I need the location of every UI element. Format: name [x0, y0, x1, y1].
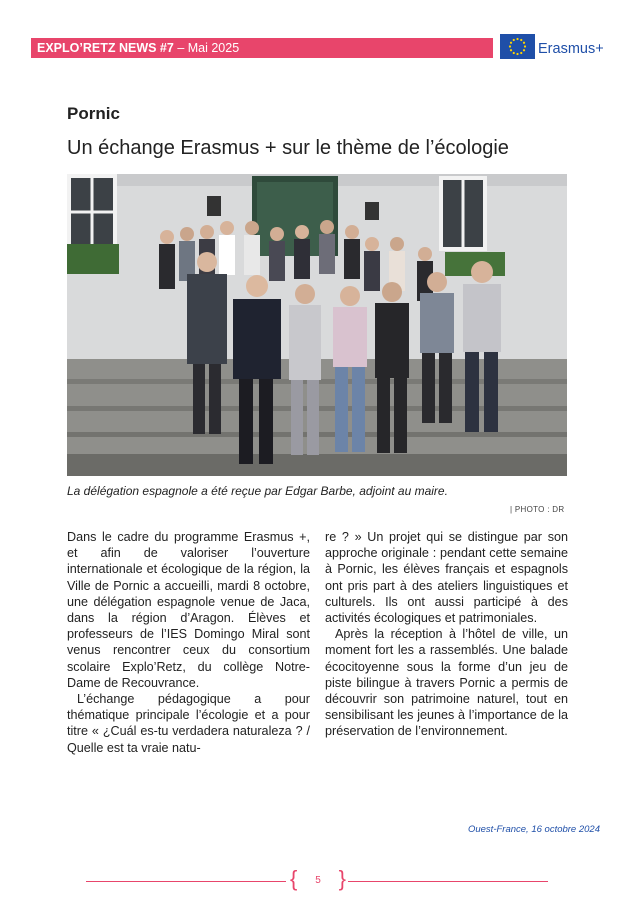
- article-column-left: [67, 529, 310, 756]
- newsletter-header-bar: [31, 38, 493, 58]
- group-photo: [67, 174, 567, 476]
- left-brace-icon: {: [290, 866, 298, 891]
- erasmus-plus-label: Erasmus+: [538, 41, 604, 57]
- article-paragraph: L’échange pédagogique a pour thématique principale l’écologie et a pour titre « ¿Cuál es-tu verdadera naturaleza ? / Quelle est ta vraie natu-: [67, 692, 310, 755]
- newsletter-title: EXPLO’RETZ NEWS #7: [37, 41, 174, 55]
- article-paragraph: Après la réception à l’hôtel de ville, un moment fort les a rassemblés. Une balade écocitoyenne sous la forme d’un jeu de piste bilingue à travers Pornic a permis de découvrir son patrimoine naturel, tout en sensibilisant les jeunes à l’importance de la préservation de l’environnement.: [325, 627, 568, 739]
- footer-divider-left: [86, 881, 286, 882]
- photo-caption: La délégation espagnole a été reçue par Edgar Barbe, adjoint au maire.: [67, 484, 448, 498]
- article-paragraph: Dans le cadre du programme Erasmus +, et afin de valoriser l’ouverture internationale et écologique de la région, la Ville de Pornic a accueilli, mardi 8 octobre, une délégation espagnole venue de Jaca, dans la région d’Aragon. Élèves et professeurs de l’IES Domingo Miral sont venus rencontrer ceux du consortium scolaire Explo’Retz, du collège Notre-Dame de Recouvrance.: [67, 530, 310, 690]
- erasmus-logo: [500, 34, 610, 62]
- page-number: 5: [315, 875, 321, 886]
- page-number-badge: [290, 866, 346, 893]
- right-brace-icon: }: [338, 866, 346, 891]
- eu-flag-icon: [500, 34, 535, 59]
- article-paragraph: re ? » Un projet qui se distingue par son approche originale : pendant cette semaine à Pornic, les élèves français et espagnols ont pris part à des ateliers linguistiques et culturels. Ils ont aussi participé à des activités écologiques et patrimoniales.: [325, 530, 568, 626]
- newsletter-date: – Mai 2025: [173, 41, 240, 55]
- photo-credit: | PHOTO : DR: [510, 505, 565, 514]
- article-source: Ouest-France, 16 octobre 2024: [467, 824, 600, 835]
- article-place: Pornic: [67, 104, 120, 123]
- article-headline: Un échange Erasmus + sur le thème de l’écologie: [67, 137, 509, 159]
- article-column-right: [325, 529, 568, 740]
- footer-divider-right: [348, 881, 548, 882]
